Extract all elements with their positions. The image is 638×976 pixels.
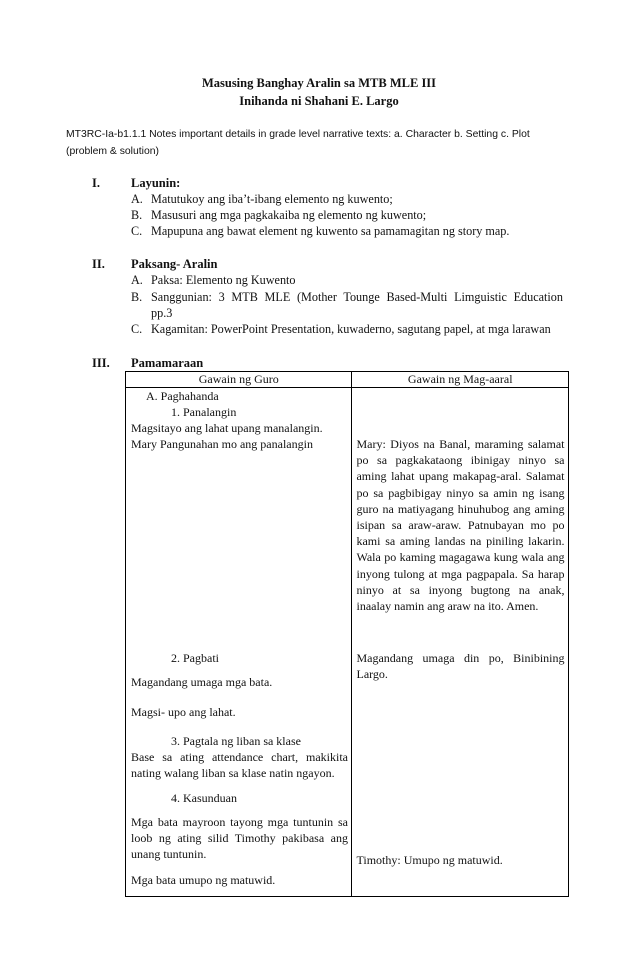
timothy-reply: Timothy: Umupo ng matuwid.: [356, 853, 503, 867]
subject-item: [131, 322, 551, 337]
section-number-1: I.: [92, 176, 100, 190]
document-title: Masusing Banghay Aralin sa MTB MLE III: [201, 76, 437, 90]
column-header-student: Gawain ng Mag-aaral: [352, 372, 569, 388]
subject-item: [131, 273, 296, 288]
section-number-2: II.: [92, 257, 105, 271]
item-text: Kagamitan: PowerPoint Presentation, kuwaderno, sagutang papel, at mga larawan: [151, 322, 551, 336]
prayer-leader-instruction: Mary Pangunahan mo ang panalangin: [131, 437, 313, 451]
first-rule: Mga bata umupo ng matuwid.: [131, 873, 276, 887]
sit-instruction: Magsi- upo ang lahat.: [131, 705, 236, 719]
step-greeting: 2. Pagbati: [171, 651, 219, 665]
item-text: Masusuri ang mga pagkakaiba ng elemento ng kuwento;: [151, 208, 427, 222]
procedure-table: [125, 371, 569, 897]
section-title-paksang-aralin: Paksang- Aralin: [131, 257, 218, 271]
step-agreement: 4. Kasunduan: [171, 791, 237, 805]
section-title-layunin: Layunin:: [131, 176, 181, 190]
item-continuation: pp.3: [151, 306, 173, 320]
student-cell: [352, 388, 569, 897]
item-letter: A.: [131, 273, 143, 287]
objective-item: [131, 224, 509, 239]
competency-code: MT3RC-Ia-b1.1.1 Notes important details in grade level narrative texts: a. Character b. Setting c. Plot (problem & solution): [66, 129, 530, 157]
rules-text: Mga bata mayroon tayong mga tuntunin sa loob ng ating silid Timothy pakibasa ang unang tuntunin.: [131, 815, 348, 862]
attendance-text: Base sa ating attendance chart, makikita nating walang liban sa klase natin ngayon.: [131, 750, 348, 781]
step-attendance: 3. Pagtala ng liban sa klase: [171, 734, 301, 748]
item-letter: C.: [131, 322, 143, 336]
greeting-reply: Magandang umaga din po, Binibining Largo.: [356, 651, 565, 682]
prayer-instruction: Magsitayo ang lahat upang manalangin.: [131, 421, 323, 435]
column-header-teacher: Gawain ng Guro: [126, 372, 352, 388]
step-prayer: 1. Panalangin: [171, 405, 237, 419]
objective-item: [131, 192, 393, 207]
item-letter: A.: [131, 192, 143, 206]
item-letter: B.: [131, 208, 143, 222]
item-text: Paksa: Elemento ng Kuwento: [151, 273, 296, 287]
preparation-heading: A. Paghahanda: [146, 389, 219, 403]
item-text: Mapupuna ang bawat element ng kuwento sa pamamagitan ng story map.: [151, 224, 510, 238]
objective-item: [131, 208, 426, 223]
teacher-cell: [126, 388, 352, 897]
student-prayer: Mary: Diyos na Banal, maraming salamat po sa pagkakataong ibinigay ninyo sa aming lahat upang makapag-aral. Salamat po sa pagbibigay ninyo sa amin ng isang guro na matiyagang hinuhubog ang aming isipan sa araw-araw. Patnubayan mo po kami sa aming landas na piniling lakarin. Wala po kaming magagawa kung wala ang inyong tulong at mga pagpapala. Sa harap ninyo at sa inyong bugtong na anak, inaalay namin ang araw na ito. Amen.: [356, 437, 565, 614]
item-letter: B.: [131, 290, 143, 304]
section-number-3: III.: [92, 356, 110, 370]
item-letter: C.: [131, 224, 143, 238]
subject-item: [131, 290, 563, 305]
greeting-text: Magandang umaga mga bata.: [131, 675, 273, 689]
item-text: Sanggunian: 3 MTB MLE (Mother Tounge Based-Multi Limguistic Education: [151, 290, 563, 304]
document-author: Inihanda ni Shahani E. Largo: [239, 94, 399, 108]
item-text: Matutukoy ang iba’t-ibang elemento ng kuwento;: [151, 192, 393, 206]
section-title-pamamaraan: Pamamaraan: [131, 356, 204, 370]
